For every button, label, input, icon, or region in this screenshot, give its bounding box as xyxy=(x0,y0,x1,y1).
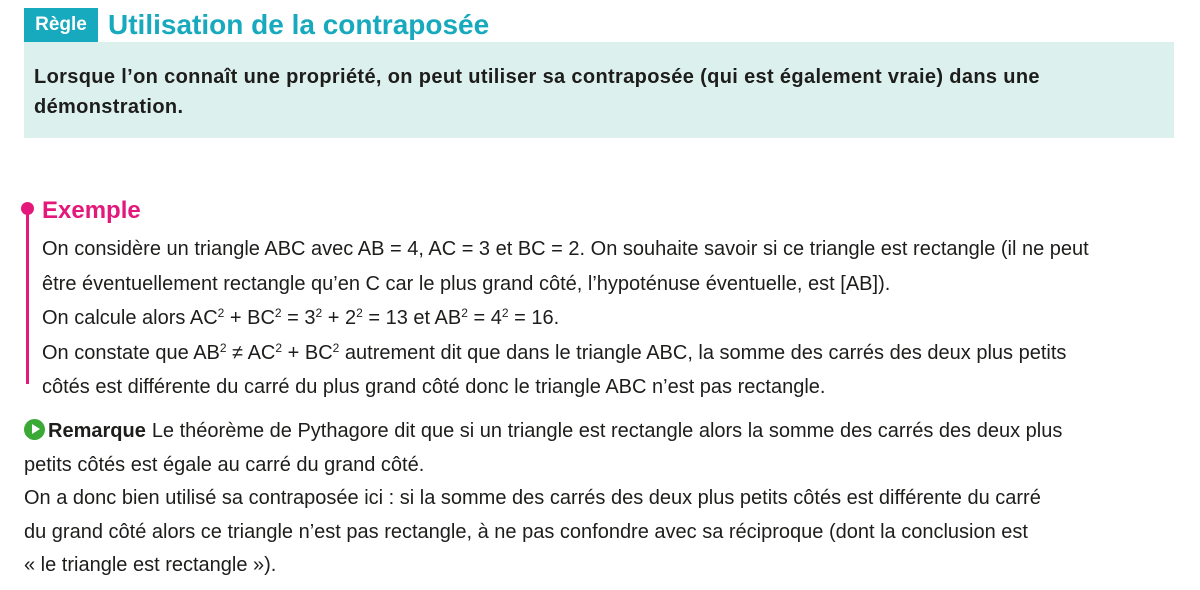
rule-title: Utilisation de la contraposée xyxy=(108,9,490,40)
example-calculation: On calcule alors $AC^2 + BC^2 = 3^2 + 2^2 = 13$ et $AB^2 = 4^2 = 16$. xyxy=(42,306,560,329)
remark-line: petits côtés est égale au carré du grand côté. xyxy=(24,453,425,476)
example-title: Exemple xyxy=(42,197,141,224)
example-line: On considère un triangle ABC avec AB = 4, AC = 3 et BC = 2. On souhaite savoir si ce triangle est rectangle (il ne peut xyxy=(42,238,1089,260)
rule-badge: Règle xyxy=(24,8,98,42)
play-circle-icon xyxy=(24,419,45,440)
example-body xyxy=(42,232,1182,405)
rule-text: Lorsque l’on connaît une propriété, on peut utiliser sa contraposée (qui est également vraie) dans une démonstration. xyxy=(34,66,1040,118)
remark-line: « le triangle est rectangle »). xyxy=(24,554,277,576)
example-line: être éventuellement rectangle qu’en C car le plus grand côté, l’hypoténuse éventuelle, est [AB]). xyxy=(42,272,891,295)
example-margin-line xyxy=(26,212,29,384)
remark-block xyxy=(24,415,1184,583)
example-bullet-icon xyxy=(21,202,34,215)
rule-box xyxy=(24,42,1174,138)
remark-line: On a donc bien utilisé sa contraposée ici : si la somme des carrés des deux plus petits côtés est différente du carré xyxy=(24,487,1041,509)
remark-line: Remarque Le théorème de Pythagore dit que si un triangle est rectangle alors la somme des carrés des deux plus xyxy=(24,415,1184,449)
example-line: côtés est différente du carré du plus grand côté donc le triangle ABC n’est pas rectangle. xyxy=(42,376,826,398)
example-comparison: On constate que $AB^2 \ne AC^2 + BC^2$ autrement dit que dans le triangle ABC, la somme des carrés des deux plus petits xyxy=(42,340,1067,364)
remark-label: Remarque xyxy=(48,420,146,442)
remark-line: du grand côté alors ce triangle n’est pas rectangle, à ne pas confondre avec sa réciproque (dont la conclusion est xyxy=(24,520,1028,543)
